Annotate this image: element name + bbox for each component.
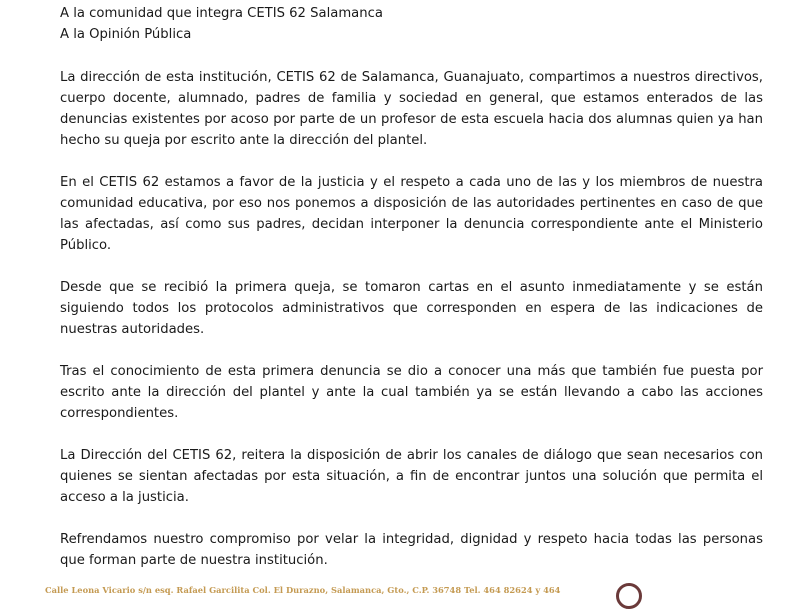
paragraph: La dirección de esta institución, CETIS 62 de Salamanca, Guanajuato, compartimos a nuestros directivos, cuerpo docente, alumnado, padres de familia y sociedad en general, que estamos enterados de las denuncias existentes por acoso por parte de un profesor de esta escuela hacia dos alumnas quien ya han hecho su queja por escrito ante la dirección del plantel. — [60, 70, 763, 148]
salutation-line: A la Opinión Pública — [60, 27, 192, 42]
paragraph: Desde que se recibió la primera queja, se tomaron cartas en el asunto inmediatamente y se están siguiendo todos los protocolos administrativos que corresponden en espera de las indicaciones de nuestras autoridades. — [60, 280, 763, 337]
paragraph: Tras el conocimiento de esta primera denuncia se dio a conocer una más que también fue puesta por escrito ante la dirección del plantel y ante la cual también ya se están llevando a cabo las acciones correspondientes. — [60, 364, 763, 421]
paragraph: Refrendamos nuestro compromiso por velar la integridad, dignidad y respeto hacia todas las personas que forman parte de nuestra institución. — [60, 532, 763, 568]
footer-address: Calle Leona Vicario s/n esq. Rafael Garcilita Col. El Durazno, Salamanca, Gto., C.P. 36748 Tel. 464 82624 y 464 — [45, 585, 561, 595]
paragraph: En el CETIS 62 estamos a favor de la justicia y el respeto a cada uno de las y los miembros de nuestra comunidad educativa, por eso nos ponemos a disposición de las autoridades pertinentes en caso de que las afectadas, así como sus padres, decidan interponer la denuncia correspondiente ante el Ministerio Público. — [60, 175, 763, 253]
letter-body — [60, 3, 763, 571]
paragraph: La Dirección del CETIS 62, reitera la disposición de abrir los canales de diálogo que sean necesarios con quienes se sientan afectadas por esta situación, a fin de encontrar juntos una solución que permita el acceso a la justicia. — [60, 448, 763, 505]
salutation-line: A la comunidad que integra CETIS 62 Salamanca — [60, 6, 383, 21]
institution-seal-icon — [616, 583, 642, 609]
